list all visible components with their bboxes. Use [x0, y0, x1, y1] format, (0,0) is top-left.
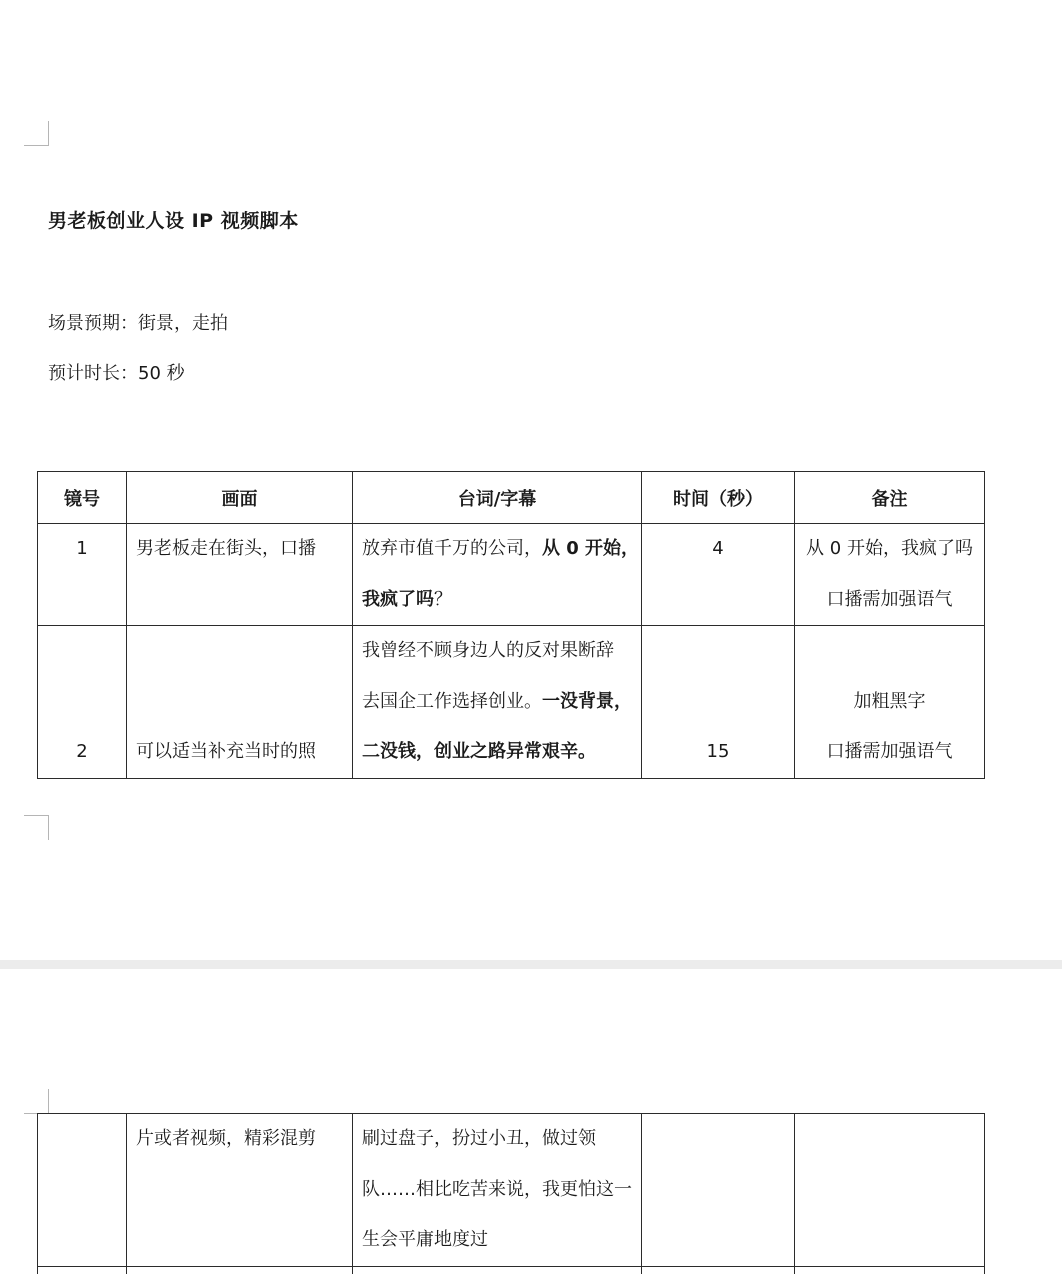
row2-note-1: 加粗黑字: [853, 690, 926, 712]
header-scene: 画面: [127, 472, 353, 524]
row1-note-2: 口播需加强语气: [826, 588, 953, 610]
row2-cont-time: [642, 1114, 795, 1267]
row2-note: [795, 626, 985, 779]
next-row-cell: [353, 1266, 642, 1274]
header-note: 备注: [795, 472, 985, 524]
row2-line-c: 一没背景，: [542, 690, 632, 712]
row1-line-a: 放弃市值千万的公司，: [362, 538, 542, 559]
page-corner-marker: [24, 815, 49, 840]
row2-note-2: 口播需加强语气: [826, 741, 953, 762]
script-table-continued: [37, 1113, 985, 1274]
header-time: 时间（秒）: [642, 472, 795, 524]
header-lines: 台词/字幕: [353, 472, 642, 524]
row2-cont-note: [795, 1114, 985, 1267]
row1-line-c: 我疯了吗: [362, 588, 434, 610]
duration-label: 预计时长：: [48, 363, 138, 384]
row2-time: 15: [642, 626, 795, 779]
row1-line-b: 从 0 开始，: [542, 538, 640, 559]
scene-expectation: [48, 309, 228, 335]
row2-lines: [353, 626, 642, 779]
row1-scene: 男老板走在街头，口播: [127, 524, 353, 626]
scene-label: 场景预期：: [48, 313, 138, 334]
row2-shot-no: 2: [38, 626, 127, 779]
row2-cont-line-b: 队……相比吃苦来说，我更怕这一: [362, 1178, 632, 1200]
row2-cont-lines: [353, 1114, 642, 1267]
script-table: [37, 471, 985, 779]
scene-value: 街景，走拍: [138, 313, 228, 334]
next-row-cell: [127, 1266, 353, 1274]
page-separator: [0, 960, 1062, 969]
row1-note: [795, 524, 985, 626]
row1-shot-no: 1: [38, 524, 127, 626]
next-row-cell: [795, 1266, 985, 1274]
duration-value: 50 秒: [138, 363, 185, 384]
row2-line-b: 去国企工作选择创业。: [362, 690, 542, 712]
page-corner-marker: [24, 121, 49, 146]
row1-time: 4: [642, 524, 795, 626]
row2-cont-line-c: 生会平庸地度过: [362, 1229, 488, 1250]
row2-line-a: 我曾经不顾身边人的反对果断辞: [362, 640, 614, 661]
row1-line-d: ？: [434, 588, 452, 610]
page-corner-marker: [24, 1089, 49, 1114]
table-row: [38, 524, 985, 626]
row1-note-1: 从 0 开始，我疯了吗: [806, 538, 973, 559]
document-page-2: [0, 969, 1062, 1274]
estimated-duration: [48, 359, 185, 385]
table-row: [38, 1266, 985, 1274]
row2-cont-shot-no: [38, 1114, 127, 1267]
row2-cont-scene: 片或者视频，精彩混剪: [127, 1114, 353, 1267]
table-header-row: [38, 472, 985, 524]
row2-cont-line-a: 刷过盘子，扮过小丑，做过领: [362, 1128, 596, 1149]
row1-lines: [353, 524, 642, 626]
document-title: 男老板创业人设 IP 视频脚本: [48, 210, 299, 232]
row2-line-d: 二没钱，创业之路异常艰辛。: [362, 741, 596, 762]
row2-scene: 可以适当补充当时的照: [127, 626, 353, 779]
next-row-cell: [642, 1266, 795, 1274]
table-row: [38, 626, 985, 779]
header-shot-no: 镜号: [38, 472, 127, 524]
table-row: [38, 1114, 985, 1267]
next-row-cell: [38, 1266, 127, 1274]
